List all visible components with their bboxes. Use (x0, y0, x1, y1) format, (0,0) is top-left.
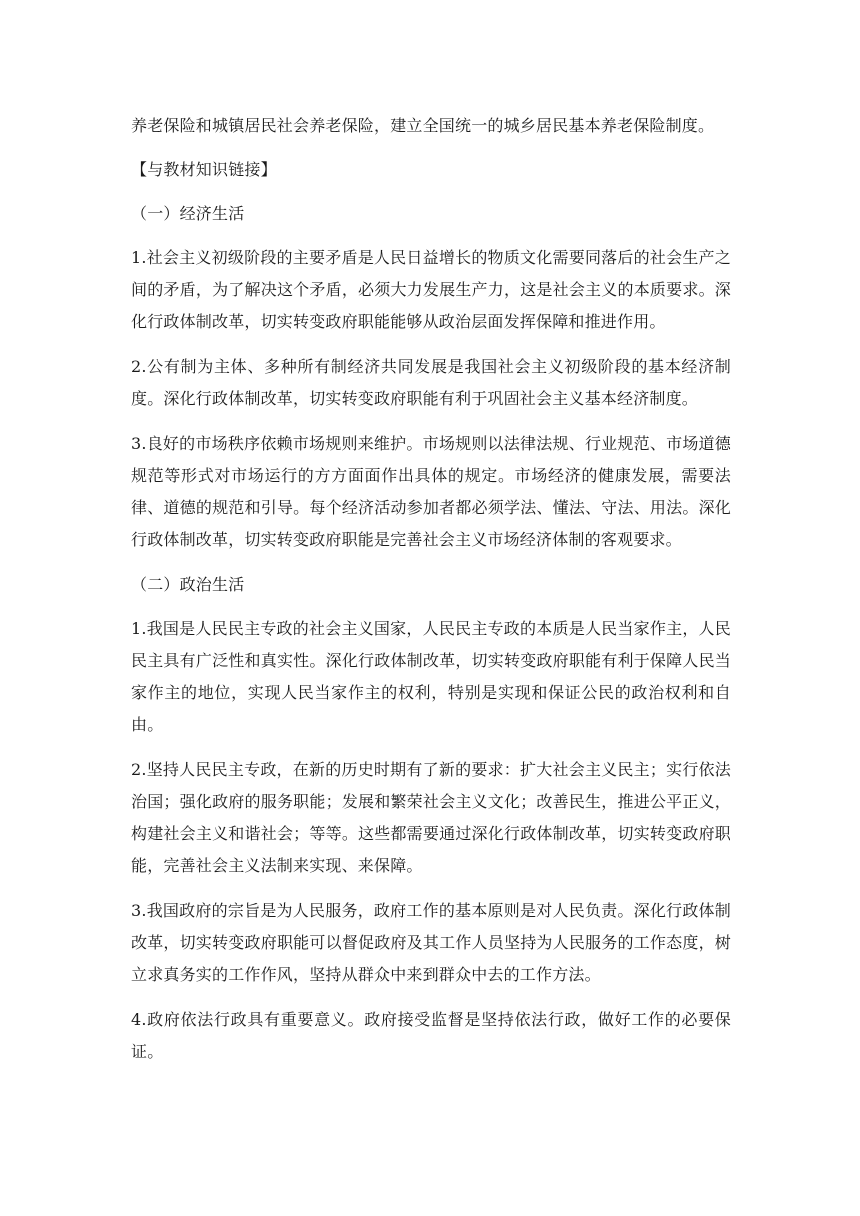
paragraph-political-1: 1.我国是人民民主专政的社会主义国家，人民民主专政的本质是人民当家作主，人民民主具有广泛性和真实性。深化行政体制改革，切实转变政府职能有利于保障人民当家作主的地位，实现人民当家作主的权利，特别是实现和保证公民的政治权利和自由。 (131, 619, 731, 734)
paragraph-continuation: 养老保险和城镇居民社会养老保险，建立全国统一的城乡居民基本养老保险制度。 (131, 116, 715, 135)
paragraph-political-4: 4.政府依法行政具有重要意义。政府接受监督是坚持依法行政，做好工作的必要保证。 (131, 1010, 731, 1061)
paragraph-political-3: 3.我国政府的宗旨是为人民服务，政府工作的基本原则是对人民负责。深化行政体制改革，切实转变政府职能可以督促政府及其工作人员坚持为人民服务的工作态度，树立求真务实的工作作风，坚持从群众中来到群众中去的工作方法。 (131, 901, 731, 984)
paragraph-economic-2: 2.公有制为主体、多种所有制经济共同发展是我国社会主义初级阶段的基本经济制度。深化行政体制改革，切实转变政府职能有利于巩固社会主义基本经济制度。 (131, 357, 731, 408)
document-body (131, 110, 731, 1081)
paragraph-political-2: 2.坚持人民民主专政，在新的历史时期有了新的要求：扩大社会主义民主；实行依法治国；强化政府的服务职能；发展和繁荣社会主义文化；改善民生，推进公平正义，构建社会主义和谐社会；等等。这些都需要通过深化行政体制改革，切实转变政府职能，完善社会主义法制来实现、来保障。 (131, 760, 731, 875)
paragraph-economic-1: 1.社会主义初级阶段的主要矛盾是人民日益增长的物质文化需要同落后的社会生产之间的矛盾，为了解决这个矛盾，必须大力发展生产力，这是社会主义的本质要求。深化行政体制改革，切实转变政府职能能够从政治层面发挥保障和推进作用。 (131, 248, 731, 331)
section-heading-textbook-links: 【与教材知识链接】 (131, 160, 277, 179)
paragraph-economic-3: 3.良好的市场秩序依赖市场规则来维护。市场规则以法律法规、行业规范、市场道德规范等形式对市场运行的方方面面作出具体的规定。市场经济的健康发展，需要法律、道德的规范和引导。每个经济活动参加者都必须学法、懂法、守法、用法。深化行政体制改革，切实转变政府职能是完善社会主义市场经济体制的客观要求。 (131, 434, 731, 549)
subsection-heading-economic-life: （一）经济生活 (131, 204, 245, 223)
subsection-heading-political-life: （二）政治生活 (131, 575, 245, 594)
